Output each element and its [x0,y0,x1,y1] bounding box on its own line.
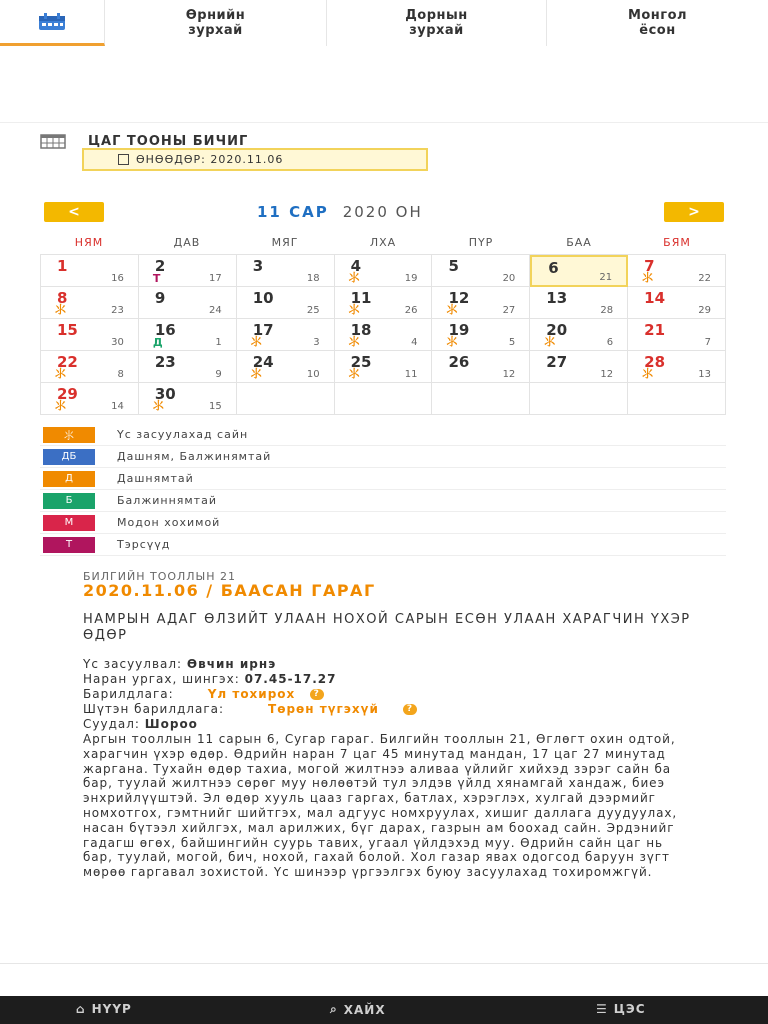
day-properties [83,657,693,732]
sun-value: 07.45-17.27 [244,672,337,686]
day-number: 28 [644,353,666,371]
scissors-icon: ⺢ [55,303,66,316]
day-cell[interactable] [41,383,139,415]
lunar-day-number: 26 [404,305,418,316]
lunar-day-number: 5 [508,337,516,348]
day-number: 19 [448,321,470,339]
lunar-day-label: БИЛГИЙН ТООЛЛЫН 21 [83,570,237,583]
day-number: 7 [644,257,655,275]
lunar-day-number: 29 [698,305,712,316]
nav-menu[interactable] [596,1002,646,1016]
tab-calendar[interactable] [0,0,105,46]
hair-value: Өвчин ирнэ [186,657,277,671]
day-number: 5 [448,257,459,275]
lunar-day-number: 15 [208,401,222,412]
day-cell[interactable] [335,255,433,287]
month-label: 11 САР [257,203,329,221]
nav-home[interactable] [76,1002,132,1016]
legend-badge: ДБ [43,449,95,465]
lunar-day-number: 14 [111,401,124,412]
lunar-day-number: 7 [704,337,712,348]
tab-eastern-horoscope[interactable] [327,0,547,46]
nav-search-label: ХАЙХ [343,1002,386,1017]
day-cell[interactable] [139,287,237,319]
day-cell[interactable] [237,351,335,383]
day-cell[interactable] [530,351,628,383]
lunar-day-number: 21 [599,272,613,283]
calendar-grid [40,254,726,415]
lunar-day-number: 3 [313,337,320,348]
day-number: 9 [154,289,166,307]
legend-item [40,468,726,490]
day-cell[interactable] [628,319,726,351]
calendar-week [41,319,726,351]
weekday-label: ПҮР [468,236,494,249]
lunar-day-number: 13 [698,369,712,380]
day-number: 8 [57,289,68,307]
day-number: 22 [57,353,78,371]
day-cell[interactable] [237,255,335,287]
weekday-label: БЯМ [663,236,691,249]
day-number: 13 [546,289,568,307]
scissors-icon: ⺢ [642,271,654,284]
scissors-icon: ⺢ [348,303,360,316]
scissors-icon: ⺢ [250,367,262,380]
tab-label: Монгол ёсон [627,8,688,38]
day-number: 20 [546,321,568,339]
nav-search[interactable] [330,1002,386,1017]
calendar-week [41,255,726,287]
day-number: 23 [154,353,176,371]
day-cell[interactable] [41,287,139,319]
day-cell[interactable] [41,351,139,383]
scissors-icon: ⺢ [152,399,164,412]
day-cell[interactable] [335,287,433,319]
scissors-icon: ⺢ [348,271,360,284]
scissors-icon: ⺢ [348,367,360,380]
day-cell[interactable] [628,287,726,319]
scissors-icon: ⺢ [446,335,458,348]
suudal-label: Суудал: [83,717,140,731]
day-cell[interactable] [335,319,433,351]
legend-label: Тэрсүүд [117,538,171,551]
day-cell[interactable] [432,287,530,319]
legend-label: Балжиннямтай [117,494,217,507]
day-heading: НАМРЫН АДАГ ӨЛЗИЙТ УЛААН НОХОЙ САРЫН ЕСӨН УЛААН ХАРАГЧИН ҮХЭР ӨДӨР [83,612,691,643]
legend-item [40,490,726,512]
day-description: Аргын тооллын 11 сарын 6, Сугар гараг. Билгийн тооллын 21, Өглөгт охин одтой, харагчин үхэр өдөр. Өдрийн наран 7 цаг 45 минутад мандан, 17 цаг 27 минутад жаргана. Тухайн өдөр тахиа, могой жилтнээ аливаа үйлийг хийхэд зэрэг сайн ба бар, туулай жилтнээ сөрөг муу нөлөөтэй тул элдэв үйлд хянамгай хандаж, биеэ энхрийлүүштэй. Эл өдөр хууль цааз гаргах, батлах, хэрэглэх, хулгай дээрмийг номхотгох, гэмтнийг шийтгэх, мал адгуус номхруулах, хишиг даллага дуудуулах, насан бүтээл хийлгэх, мал арилжих, бүг дарах, газрын ам боохад сайн. Эрдэнийг гадагш өгөх, байшингийн суурь тавих, угаал үйлдэхэд муу. Өдрийн сайн цаг нь бар, туулай, могой, бич, нохой, гахай болой. Хол газар явах одогсод баруун зүгт мөрөө гаргавал зохистой. Үс шинээр үргээлгэх буюу засуулахад тохиромжгүй. [83,732,678,880]
legend-item [40,446,726,468]
weekday-label: ЛХА [369,236,397,249]
empty-day-cell [237,383,335,415]
day-cell[interactable] [139,351,237,383]
weekday-label: НЯМ [74,236,104,249]
scissors-icon: ⺢ [348,335,360,348]
day-number: 10 [252,289,274,307]
day-number: 11 [350,289,372,307]
day-number: 27 [546,353,568,371]
tab-western-horoscope[interactable] [105,0,327,46]
legend-badge: Т [43,537,95,553]
day-number: 6 [548,259,559,277]
day-cell[interactable] [237,287,335,319]
day-cell[interactable] [41,255,139,287]
legend-badge: Б [43,493,95,509]
day-number: 14 [644,289,666,307]
lunar-day-number: 25 [306,305,320,316]
today-button[interactable] [82,148,428,171]
day-number: 29 [57,385,78,403]
lunar-day-number: 28 [600,305,614,316]
lunar-day-number: 27 [502,305,516,316]
day-number: 15 [57,321,78,339]
legend-item [40,424,726,446]
legend-label: Дашнямтай [117,472,194,485]
hair-label: Үс засуулвал: [83,657,183,671]
tab-label: Өрнийн зурхай [185,8,246,38]
lunar-day-number: 23 [111,305,124,316]
day-cell[interactable] [237,319,335,351]
sun-label: Наран ургах, шингэх: [83,672,240,686]
day-cell[interactable] [139,383,237,415]
weekday-label: МЯГ [271,236,299,249]
prev-month-button[interactable]: < [44,202,104,222]
calendar-grid-icon [40,133,66,149]
legend-label: Үс засуулахад сайн [117,428,249,441]
lunar-day-number: 6 [606,337,614,348]
lunar-day-number: 1 [215,337,222,348]
help-icon[interactable]: ? [403,704,417,715]
scissors-icon: ⺢ [642,367,654,380]
day-cell[interactable] [335,351,433,383]
empty-day-cell [530,383,628,415]
lunar-day-number: 24 [208,305,222,316]
bottom-nav [0,996,768,1024]
day-number: 24 [252,353,274,371]
day-cell[interactable] [628,255,726,287]
legend-item [40,534,726,556]
day-number: 16 [154,321,176,339]
day-cell[interactable] [432,351,530,383]
day-number: 1 [57,257,68,275]
shuten-value: Төрөн түгэхүй [268,702,379,716]
calendar-week [41,287,726,319]
lunar-day-number: 12 [600,369,614,380]
day-cell[interactable] [139,319,237,351]
day-number: 17 [252,321,274,339]
lunar-day-number: 16 [111,273,124,284]
top-tab-bar [0,0,768,46]
lunar-day-number: 18 [306,273,320,284]
legend-item [40,512,726,534]
nav-menu-label: ЦЭС [613,1002,646,1016]
scissors-icon: ⺢ [55,367,66,380]
legend-badge: М [43,515,95,531]
today-label: ӨНӨӨДӨР: 2020.11.06 [136,153,284,166]
day-mark: Т [152,272,161,285]
suudal-value: Шороо [144,717,198,731]
lunar-day-number: 17 [208,273,222,284]
home-icon: ⌂ [76,1002,86,1016]
lunar-day-number: 12 [502,369,516,380]
help-icon[interactable]: ? [310,689,324,700]
day-cell[interactable] [432,255,530,287]
next-month-button[interactable]: > [664,202,724,222]
lunar-day-number: 9 [215,369,222,380]
day-number: 26 [448,353,470,371]
day-number: 25 [350,353,372,371]
day-number: 21 [644,321,666,339]
legend-badge: Д [43,471,95,487]
calendar-title: ЦАГ ТООНЫ БИЧИГ [88,133,249,149]
lunar-day-number: 30 [111,337,124,348]
day-cell[interactable] [41,319,139,351]
search-icon: ⌕ [330,1002,338,1016]
year-label: 2020 ОН [342,203,423,221]
divider [0,122,768,123]
nav-home-label: НҮҮР [91,1002,132,1016]
month-year-label [257,203,423,221]
weekday-header [40,236,726,249]
baril-label: Барилдлага: [83,687,174,701]
legend [40,424,726,556]
day-cell[interactable] [530,255,628,287]
empty-day-cell [335,383,433,415]
day-cell[interactable] [432,319,530,351]
day-cell[interactable] [628,351,726,383]
tab-mongol-custom[interactable] [547,0,768,46]
empty-day-cell [432,383,530,415]
calendar-week [41,351,726,383]
lunar-day-number: 11 [404,369,418,380]
day-cell[interactable] [139,255,237,287]
scissors-icon: ⺢ [446,303,458,316]
divider [0,963,768,964]
weekday-label: БАА [566,236,592,249]
legend-badge: ⺢ [43,427,95,443]
menu-icon: ☰ [596,1002,608,1016]
day-number: 3 [252,257,264,275]
lunar-day-number: 19 [404,273,418,284]
day-mark: Д [152,336,163,349]
scissors-icon: ⺢ [544,335,556,348]
tab-label: Дорнын зурхай [405,8,468,38]
empty-day-cell [628,383,726,415]
weekday-label: ДАВ [173,236,201,249]
lunar-day-number: 22 [698,273,712,284]
legend-label: Дашням, Балжинямтай [117,450,272,463]
shuten-label: Шүтэн барилдлага: [83,702,225,716]
calendar-icon [38,13,66,31]
baril-value: Үл тохирох [207,687,296,701]
lunar-day-number: 8 [117,369,124,380]
calendar-week [41,383,726,415]
day-detail [83,570,693,880]
lunar-day-number: 20 [502,273,516,284]
lunar-day-number: 4 [411,337,418,348]
check-icon [118,154,129,165]
day-number: 12 [448,289,470,307]
lunar-day-number: 10 [306,369,320,380]
scissors-icon: ⺢ [250,335,262,348]
day-number: 2 [154,257,166,275]
day-number: 30 [154,385,176,403]
day-cell[interactable] [530,319,628,351]
day-number: 4 [350,257,362,275]
day-number: 18 [350,321,372,339]
day-cell[interactable] [530,287,628,319]
calendar-header [40,133,248,149]
scissors-icon: ⺢ [55,399,66,412]
legend-label: Модон хохимой [117,516,221,529]
selected-date: 2020.11.06 / БААСАН ГАРАГ [83,581,376,600]
